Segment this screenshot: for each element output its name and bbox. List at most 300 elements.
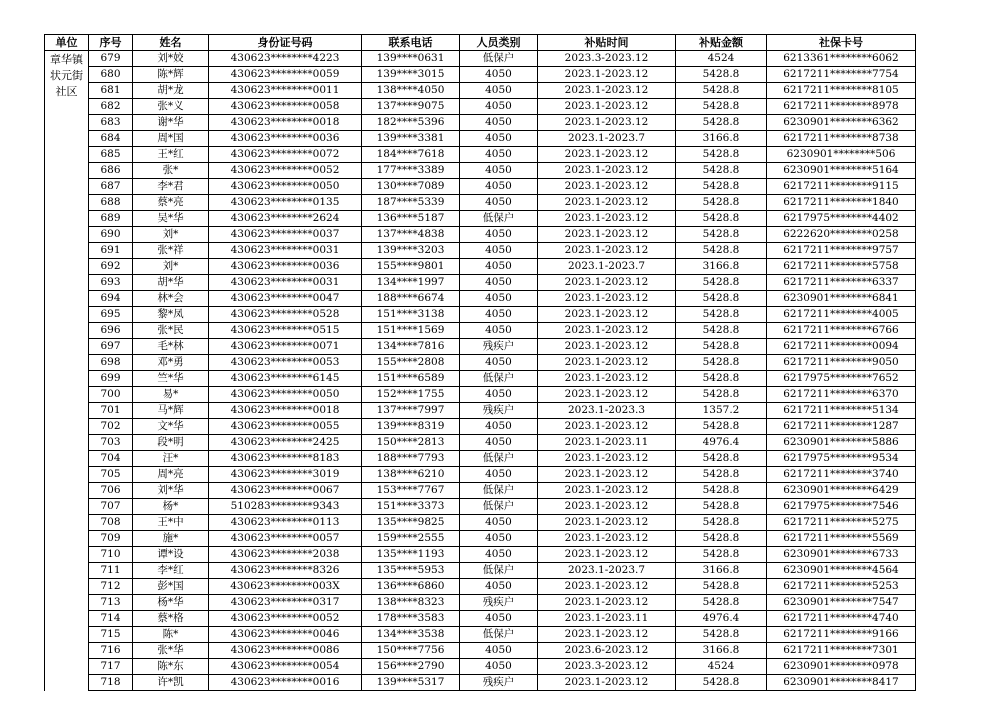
phone-cell: 136****6860 bbox=[362, 579, 460, 595]
card-number-cell: 6217211********4740 bbox=[767, 611, 916, 627]
name-cell: 谭*设 bbox=[133, 547, 209, 563]
name-cell: 刘* bbox=[133, 259, 209, 275]
serial-cell: 684 bbox=[89, 131, 133, 147]
serial-cell: 696 bbox=[89, 323, 133, 339]
amount-cell: 4976.4 bbox=[676, 611, 767, 627]
serial-cell: 714 bbox=[89, 611, 133, 627]
header-period: 补贴时间 bbox=[538, 35, 676, 51]
category-cell: 4050 bbox=[460, 643, 538, 659]
phone-cell: 177****3389 bbox=[362, 163, 460, 179]
period-cell: 2023.1-2023.3 bbox=[538, 403, 676, 419]
table-row bbox=[45, 67, 916, 83]
card-number-cell: 6217211********9115 bbox=[767, 179, 916, 195]
card-number-cell: 6217211********1287 bbox=[767, 419, 916, 435]
phone-cell: 139****5317 bbox=[362, 675, 460, 691]
id-number-cell: 430623********2624 bbox=[209, 211, 362, 227]
serial-cell: 695 bbox=[89, 307, 133, 323]
amount-cell: 5428.8 bbox=[676, 547, 767, 563]
period-cell: 2023.1-2023.12 bbox=[538, 579, 676, 595]
name-cell: 蔡*格 bbox=[133, 611, 209, 627]
amount-cell: 5428.8 bbox=[676, 243, 767, 259]
serial-cell: 687 bbox=[89, 179, 133, 195]
category-cell: 4050 bbox=[460, 579, 538, 595]
table-row bbox=[45, 547, 916, 563]
category-cell: 4050 bbox=[460, 291, 538, 307]
table-row bbox=[45, 115, 916, 131]
category-cell: 低保户 bbox=[460, 371, 538, 387]
card-number-cell: 6217211********6337 bbox=[767, 275, 916, 291]
category-cell: 4050 bbox=[460, 243, 538, 259]
header-amount: 补贴金额 bbox=[676, 35, 767, 51]
card-number-cell: 6217211********7754 bbox=[767, 67, 916, 83]
serial-cell: 708 bbox=[89, 515, 133, 531]
amount-cell: 5428.8 bbox=[676, 451, 767, 467]
period-cell: 2023.3-2023.12 bbox=[538, 659, 676, 675]
phone-cell: 138****8323 bbox=[362, 595, 460, 611]
amount-cell: 5428.8 bbox=[676, 339, 767, 355]
table-row bbox=[45, 51, 916, 67]
phone-cell: 130****7089 bbox=[362, 179, 460, 195]
category-cell: 4050 bbox=[460, 131, 538, 147]
id-number-cell: 430623********0067 bbox=[209, 483, 362, 499]
category-cell: 4050 bbox=[460, 115, 538, 131]
period-cell: 2023.1-2023.12 bbox=[538, 499, 676, 515]
category-cell: 4050 bbox=[460, 515, 538, 531]
phone-cell: 156****2790 bbox=[362, 659, 460, 675]
header-phone: 联系电话 bbox=[362, 35, 460, 51]
table-row bbox=[45, 307, 916, 323]
phone-cell: 137****9075 bbox=[362, 99, 460, 115]
table-row bbox=[45, 227, 916, 243]
id-number-cell: 430623********0086 bbox=[209, 643, 362, 659]
serial-cell: 699 bbox=[89, 371, 133, 387]
amount-cell: 5428.8 bbox=[676, 675, 767, 691]
serial-cell: 701 bbox=[89, 403, 133, 419]
name-cell: 许*凯 bbox=[133, 675, 209, 691]
amount-cell: 5428.8 bbox=[676, 227, 767, 243]
table-row bbox=[45, 323, 916, 339]
name-cell: 王*中 bbox=[133, 515, 209, 531]
unit-line: 状元街 bbox=[50, 69, 83, 82]
id-number-cell: 430623********0528 bbox=[209, 307, 362, 323]
card-number-cell: 6230901********7547 bbox=[767, 595, 916, 611]
phone-cell: 138****6210 bbox=[362, 467, 460, 483]
period-cell: 2023.3-2023.12 bbox=[538, 51, 676, 67]
id-number-cell: 430623********2425 bbox=[209, 435, 362, 451]
serial-cell: 717 bbox=[89, 659, 133, 675]
period-cell: 2023.1-2023.7 bbox=[538, 259, 676, 275]
category-cell: 4050 bbox=[460, 179, 538, 195]
card-number-cell: 6230901********5164 bbox=[767, 163, 916, 179]
amount-cell: 5428.8 bbox=[676, 307, 767, 323]
card-number-cell: 6217211********8738 bbox=[767, 131, 916, 147]
amount-cell: 5428.8 bbox=[676, 419, 767, 435]
amount-cell: 5428.8 bbox=[676, 147, 767, 163]
period-cell: 2023.1-2023.12 bbox=[538, 147, 676, 163]
table-row bbox=[45, 259, 916, 275]
category-cell: 4050 bbox=[460, 227, 538, 243]
amount-cell: 3166.8 bbox=[676, 643, 767, 659]
category-cell: 4050 bbox=[460, 259, 538, 275]
name-cell: 杨* bbox=[133, 499, 209, 515]
name-cell: 彭*国 bbox=[133, 579, 209, 595]
name-cell: 李*君 bbox=[133, 179, 209, 195]
serial-cell: 698 bbox=[89, 355, 133, 371]
name-cell: 刘*姣 bbox=[133, 51, 209, 67]
table-row bbox=[45, 403, 916, 419]
table-row bbox=[45, 419, 916, 435]
name-cell: 胡*华 bbox=[133, 275, 209, 291]
subsidy-table bbox=[44, 34, 916, 691]
category-cell: 4050 bbox=[460, 195, 538, 211]
id-number-cell: 430623********0071 bbox=[209, 339, 362, 355]
amount-cell: 5428.8 bbox=[676, 531, 767, 547]
name-cell: 周*国 bbox=[133, 131, 209, 147]
table-row bbox=[45, 595, 916, 611]
name-cell: 李*红 bbox=[133, 563, 209, 579]
name-cell: 林*会 bbox=[133, 291, 209, 307]
card-number-cell: 6217211********5758 bbox=[767, 259, 916, 275]
id-number-cell: 430623********4223 bbox=[209, 51, 362, 67]
serial-cell: 713 bbox=[89, 595, 133, 611]
phone-cell: 136****5187 bbox=[362, 211, 460, 227]
name-cell: 张*民 bbox=[133, 323, 209, 339]
amount-cell: 5428.8 bbox=[676, 387, 767, 403]
period-cell: 2023.6-2023.12 bbox=[538, 643, 676, 659]
table-row bbox=[45, 355, 916, 371]
serial-cell: 710 bbox=[89, 547, 133, 563]
serial-cell: 683 bbox=[89, 115, 133, 131]
header-name: 姓名 bbox=[133, 35, 209, 51]
period-cell: 2023.1-2023.12 bbox=[538, 627, 676, 643]
period-cell: 2023.1-2023.12 bbox=[538, 483, 676, 499]
card-number-cell: 6217211********5569 bbox=[767, 531, 916, 547]
phone-cell: 135****9825 bbox=[362, 515, 460, 531]
table-row bbox=[45, 371, 916, 387]
name-cell: 段*明 bbox=[133, 435, 209, 451]
amount-cell: 5428.8 bbox=[676, 67, 767, 83]
category-cell: 低保户 bbox=[460, 451, 538, 467]
phone-cell: 135****5953 bbox=[362, 563, 460, 579]
period-cell: 2023.1-2023.12 bbox=[538, 547, 676, 563]
card-number-cell: 6217211********3740 bbox=[767, 467, 916, 483]
id-number-cell: 430623********0037 bbox=[209, 227, 362, 243]
table-row bbox=[45, 179, 916, 195]
phone-cell: 139****3203 bbox=[362, 243, 460, 259]
amount-cell: 5428.8 bbox=[676, 579, 767, 595]
name-cell: 易* bbox=[133, 387, 209, 403]
id-number-cell: 430623********0050 bbox=[209, 387, 362, 403]
phone-cell: 153****7767 bbox=[362, 483, 460, 499]
amount-cell: 1357.2 bbox=[676, 403, 767, 419]
amount-cell: 5428.8 bbox=[676, 115, 767, 131]
amount-cell: 5428.8 bbox=[676, 83, 767, 99]
serial-cell: 705 bbox=[89, 467, 133, 483]
id-number-cell: 430623********0047 bbox=[209, 291, 362, 307]
phone-cell: 159****2555 bbox=[362, 531, 460, 547]
id-number-cell: 430623********0059 bbox=[209, 67, 362, 83]
id-number-cell: 430623********0515 bbox=[209, 323, 362, 339]
table-row bbox=[45, 515, 916, 531]
phone-cell: 187****5339 bbox=[362, 195, 460, 211]
amount-cell: 5428.8 bbox=[676, 275, 767, 291]
serial-cell: 689 bbox=[89, 211, 133, 227]
id-number-cell: 430623********8326 bbox=[209, 563, 362, 579]
amount-cell: 3166.8 bbox=[676, 259, 767, 275]
phone-cell: 134****1997 bbox=[362, 275, 460, 291]
category-cell: 4050 bbox=[460, 611, 538, 627]
period-cell: 2023.1-2023.12 bbox=[538, 195, 676, 211]
name-cell: 胡*龙 bbox=[133, 83, 209, 99]
card-number-cell: 6230901********6733 bbox=[767, 547, 916, 563]
table-row bbox=[45, 627, 916, 643]
amount-cell: 5428.8 bbox=[676, 467, 767, 483]
card-number-cell: 6217211********8105 bbox=[767, 83, 916, 99]
phone-cell: 135****1193 bbox=[362, 547, 460, 563]
serial-cell: 686 bbox=[89, 163, 133, 179]
category-cell: 4050 bbox=[460, 659, 538, 675]
period-cell: 2023.1-2023.12 bbox=[538, 355, 676, 371]
amount-cell: 5428.8 bbox=[676, 195, 767, 211]
card-number-cell: 6217211********9757 bbox=[767, 243, 916, 259]
phone-cell: 134****3538 bbox=[362, 627, 460, 643]
card-number-cell: 6230901********4564 bbox=[767, 563, 916, 579]
amount-cell: 5428.8 bbox=[676, 483, 767, 499]
card-number-cell: 6217211********5253 bbox=[767, 579, 916, 595]
id-number-cell: 430623********0031 bbox=[209, 243, 362, 259]
serial-cell: 702 bbox=[89, 419, 133, 435]
amount-cell: 4524 bbox=[676, 51, 767, 67]
phone-cell: 155****2808 bbox=[362, 355, 460, 371]
amount-cell: 4976.4 bbox=[676, 435, 767, 451]
id-number-cell: 430623********0018 bbox=[209, 403, 362, 419]
serial-cell: 685 bbox=[89, 147, 133, 163]
table-row bbox=[45, 435, 916, 451]
period-cell: 2023.1-2023.12 bbox=[538, 387, 676, 403]
category-cell: 4050 bbox=[460, 387, 538, 403]
name-cell: 张*华 bbox=[133, 643, 209, 659]
phone-cell: 151****3373 bbox=[362, 499, 460, 515]
name-cell: 杨*华 bbox=[133, 595, 209, 611]
table-row bbox=[45, 131, 916, 147]
card-number-cell: 6217975********7652 bbox=[767, 371, 916, 387]
card-number-cell: 6230901********6429 bbox=[767, 483, 916, 499]
period-cell: 2023.1-2023.12 bbox=[538, 515, 676, 531]
category-cell: 4050 bbox=[460, 355, 538, 371]
table-row bbox=[45, 163, 916, 179]
card-number-cell: 6230901********6841 bbox=[767, 291, 916, 307]
unit-line: 社区 bbox=[55, 85, 78, 98]
name-cell: 周*亮 bbox=[133, 467, 209, 483]
category-cell: 低保户 bbox=[460, 627, 538, 643]
card-number-cell: 6217975********9534 bbox=[767, 451, 916, 467]
name-cell: 邓*勇 bbox=[133, 355, 209, 371]
serial-cell: 681 bbox=[89, 83, 133, 99]
table-row bbox=[45, 579, 916, 595]
category-cell: 4050 bbox=[460, 83, 538, 99]
table-row bbox=[45, 467, 916, 483]
table-row bbox=[45, 659, 916, 675]
id-number-cell: 430623********0055 bbox=[209, 419, 362, 435]
period-cell: 2023.1-2023.12 bbox=[538, 339, 676, 355]
id-number-cell: 430623********0036 bbox=[209, 259, 362, 275]
phone-cell: 151****1569 bbox=[362, 323, 460, 339]
amount-cell: 5428.8 bbox=[676, 371, 767, 387]
period-cell: 2023.1-2023.12 bbox=[538, 243, 676, 259]
phone-cell: 137****7997 bbox=[362, 403, 460, 419]
table-row bbox=[45, 147, 916, 163]
table-row bbox=[45, 99, 916, 115]
period-cell: 2023.1-2023.12 bbox=[538, 595, 676, 611]
category-cell: 4050 bbox=[460, 67, 538, 83]
amount-cell: 3166.8 bbox=[676, 563, 767, 579]
name-cell: 陈*辉 bbox=[133, 67, 209, 83]
table-row bbox=[45, 243, 916, 259]
name-cell: 蔡*亮 bbox=[133, 195, 209, 211]
card-number-cell: 6213361********6062 bbox=[767, 51, 916, 67]
serial-cell: 680 bbox=[89, 67, 133, 83]
id-number-cell: 430623********003X bbox=[209, 579, 362, 595]
header-unit: 单位 bbox=[45, 35, 89, 51]
phone-cell: 139****0631 bbox=[362, 51, 460, 67]
phone-cell: 150****2813 bbox=[362, 435, 460, 451]
phone-cell: 137****4838 bbox=[362, 227, 460, 243]
unit-line: 章华镇 bbox=[50, 53, 83, 66]
serial-cell: 703 bbox=[89, 435, 133, 451]
card-number-cell: 6230901********5886 bbox=[767, 435, 916, 451]
period-cell: 2023.1-2023.12 bbox=[538, 99, 676, 115]
name-cell: 张* bbox=[133, 163, 209, 179]
id-number-cell: 430623********0052 bbox=[209, 611, 362, 627]
serial-cell: 688 bbox=[89, 195, 133, 211]
name-cell: 竺*华 bbox=[133, 371, 209, 387]
category-cell: 4050 bbox=[460, 163, 538, 179]
card-number-cell: 6217211********0094 bbox=[767, 339, 916, 355]
phone-cell: 182****5396 bbox=[362, 115, 460, 131]
name-cell: 王*红 bbox=[133, 147, 209, 163]
phone-cell: 152****1755 bbox=[362, 387, 460, 403]
table-row bbox=[45, 387, 916, 403]
period-cell: 2023.1-2023.12 bbox=[538, 531, 676, 547]
card-number-cell: 6217211********6370 bbox=[767, 387, 916, 403]
amount-cell: 5428.8 bbox=[676, 595, 767, 611]
card-number-cell: 6217211********5275 bbox=[767, 515, 916, 531]
period-cell: 2023.1-2023.12 bbox=[538, 163, 676, 179]
name-cell: 毛*林 bbox=[133, 339, 209, 355]
category-cell: 低保户 bbox=[460, 563, 538, 579]
category-cell: 4050 bbox=[460, 275, 538, 291]
card-number-cell: 6217211********9050 bbox=[767, 355, 916, 371]
name-cell: 刘* bbox=[133, 227, 209, 243]
serial-cell: 690 bbox=[89, 227, 133, 243]
period-cell: 2023.1-2023.11 bbox=[538, 435, 676, 451]
name-cell: 陈*东 bbox=[133, 659, 209, 675]
id-number-cell: 430623********0036 bbox=[209, 131, 362, 147]
name-cell: 文*华 bbox=[133, 419, 209, 435]
period-cell: 2023.1-2023.12 bbox=[538, 211, 676, 227]
card-number-cell: 6217975********4402 bbox=[767, 211, 916, 227]
table-row bbox=[45, 531, 916, 547]
period-cell: 2023.1-2023.12 bbox=[538, 675, 676, 691]
id-number-cell: 430623********8183 bbox=[209, 451, 362, 467]
card-number-cell: 6230901********8417 bbox=[767, 675, 916, 691]
serial-cell: 697 bbox=[89, 339, 133, 355]
id-number-cell: 430623********0050 bbox=[209, 179, 362, 195]
id-number-cell: 430623********2038 bbox=[209, 547, 362, 563]
serial-cell: 707 bbox=[89, 499, 133, 515]
serial-cell: 718 bbox=[89, 675, 133, 691]
category-cell: 残疾户 bbox=[460, 403, 538, 419]
period-cell: 2023.1-2023.11 bbox=[538, 611, 676, 627]
header-row bbox=[45, 35, 916, 51]
id-number-cell: 430623********6145 bbox=[209, 371, 362, 387]
id-number-cell: 430623********0053 bbox=[209, 355, 362, 371]
period-cell: 2023.1-2023.12 bbox=[538, 451, 676, 467]
amount-cell: 5428.8 bbox=[676, 211, 767, 227]
period-cell: 2023.1-2023.12 bbox=[538, 291, 676, 307]
category-cell: 4050 bbox=[460, 147, 538, 163]
category-cell: 残疾户 bbox=[460, 339, 538, 355]
table-row bbox=[45, 643, 916, 659]
table-row bbox=[45, 211, 916, 227]
phone-cell: 139****3015 bbox=[362, 67, 460, 83]
amount-cell: 5428.8 bbox=[676, 355, 767, 371]
period-cell: 2023.1-2023.12 bbox=[538, 371, 676, 387]
amount-cell: 3166.8 bbox=[676, 131, 767, 147]
category-cell: 4050 bbox=[460, 323, 538, 339]
phone-cell: 151****3138 bbox=[362, 307, 460, 323]
id-number-cell: 430623********0016 bbox=[209, 675, 362, 691]
serial-cell: 709 bbox=[89, 531, 133, 547]
id-number-cell: 430623********0011 bbox=[209, 83, 362, 99]
category-cell: 4050 bbox=[460, 467, 538, 483]
period-cell: 2023.1-2023.12 bbox=[538, 323, 676, 339]
category-cell: 4050 bbox=[460, 547, 538, 563]
card-number-cell: 6217211********1840 bbox=[767, 195, 916, 211]
phone-cell: 139****8319 bbox=[362, 419, 460, 435]
serial-cell: 693 bbox=[89, 275, 133, 291]
serial-cell: 679 bbox=[89, 51, 133, 67]
period-cell: 2023.1-2023.12 bbox=[538, 307, 676, 323]
table-row bbox=[45, 291, 916, 307]
id-number-cell: 430623********0052 bbox=[209, 163, 362, 179]
card-number-cell: 6230901********0978 bbox=[767, 659, 916, 675]
header-card: 社保卡号 bbox=[767, 35, 916, 51]
table-row bbox=[45, 195, 916, 211]
amount-cell: 5428.8 bbox=[676, 99, 767, 115]
table-row bbox=[45, 611, 916, 627]
phone-cell: 138****4050 bbox=[362, 83, 460, 99]
card-number-cell: 6217211********4005 bbox=[767, 307, 916, 323]
id-number-cell: 430623********0057 bbox=[209, 531, 362, 547]
phone-cell: 134****7816 bbox=[362, 339, 460, 355]
name-cell: 谢*华 bbox=[133, 115, 209, 131]
id-number-cell: 430623********0072 bbox=[209, 147, 362, 163]
category-cell: 残疾户 bbox=[460, 595, 538, 611]
serial-cell: 682 bbox=[89, 99, 133, 115]
amount-cell: 5428.8 bbox=[676, 515, 767, 531]
phone-cell: 188****7793 bbox=[362, 451, 460, 467]
amount-cell: 5428.8 bbox=[676, 291, 767, 307]
card-number-cell: 6217211********6766 bbox=[767, 323, 916, 339]
table-row bbox=[45, 451, 916, 467]
table-row bbox=[45, 83, 916, 99]
id-number-cell: 430623********0135 bbox=[209, 195, 362, 211]
card-number-cell: 6217211********8978 bbox=[767, 99, 916, 115]
table-row bbox=[45, 675, 916, 691]
name-cell: 陈* bbox=[133, 627, 209, 643]
period-cell: 2023.1-2023.12 bbox=[538, 467, 676, 483]
